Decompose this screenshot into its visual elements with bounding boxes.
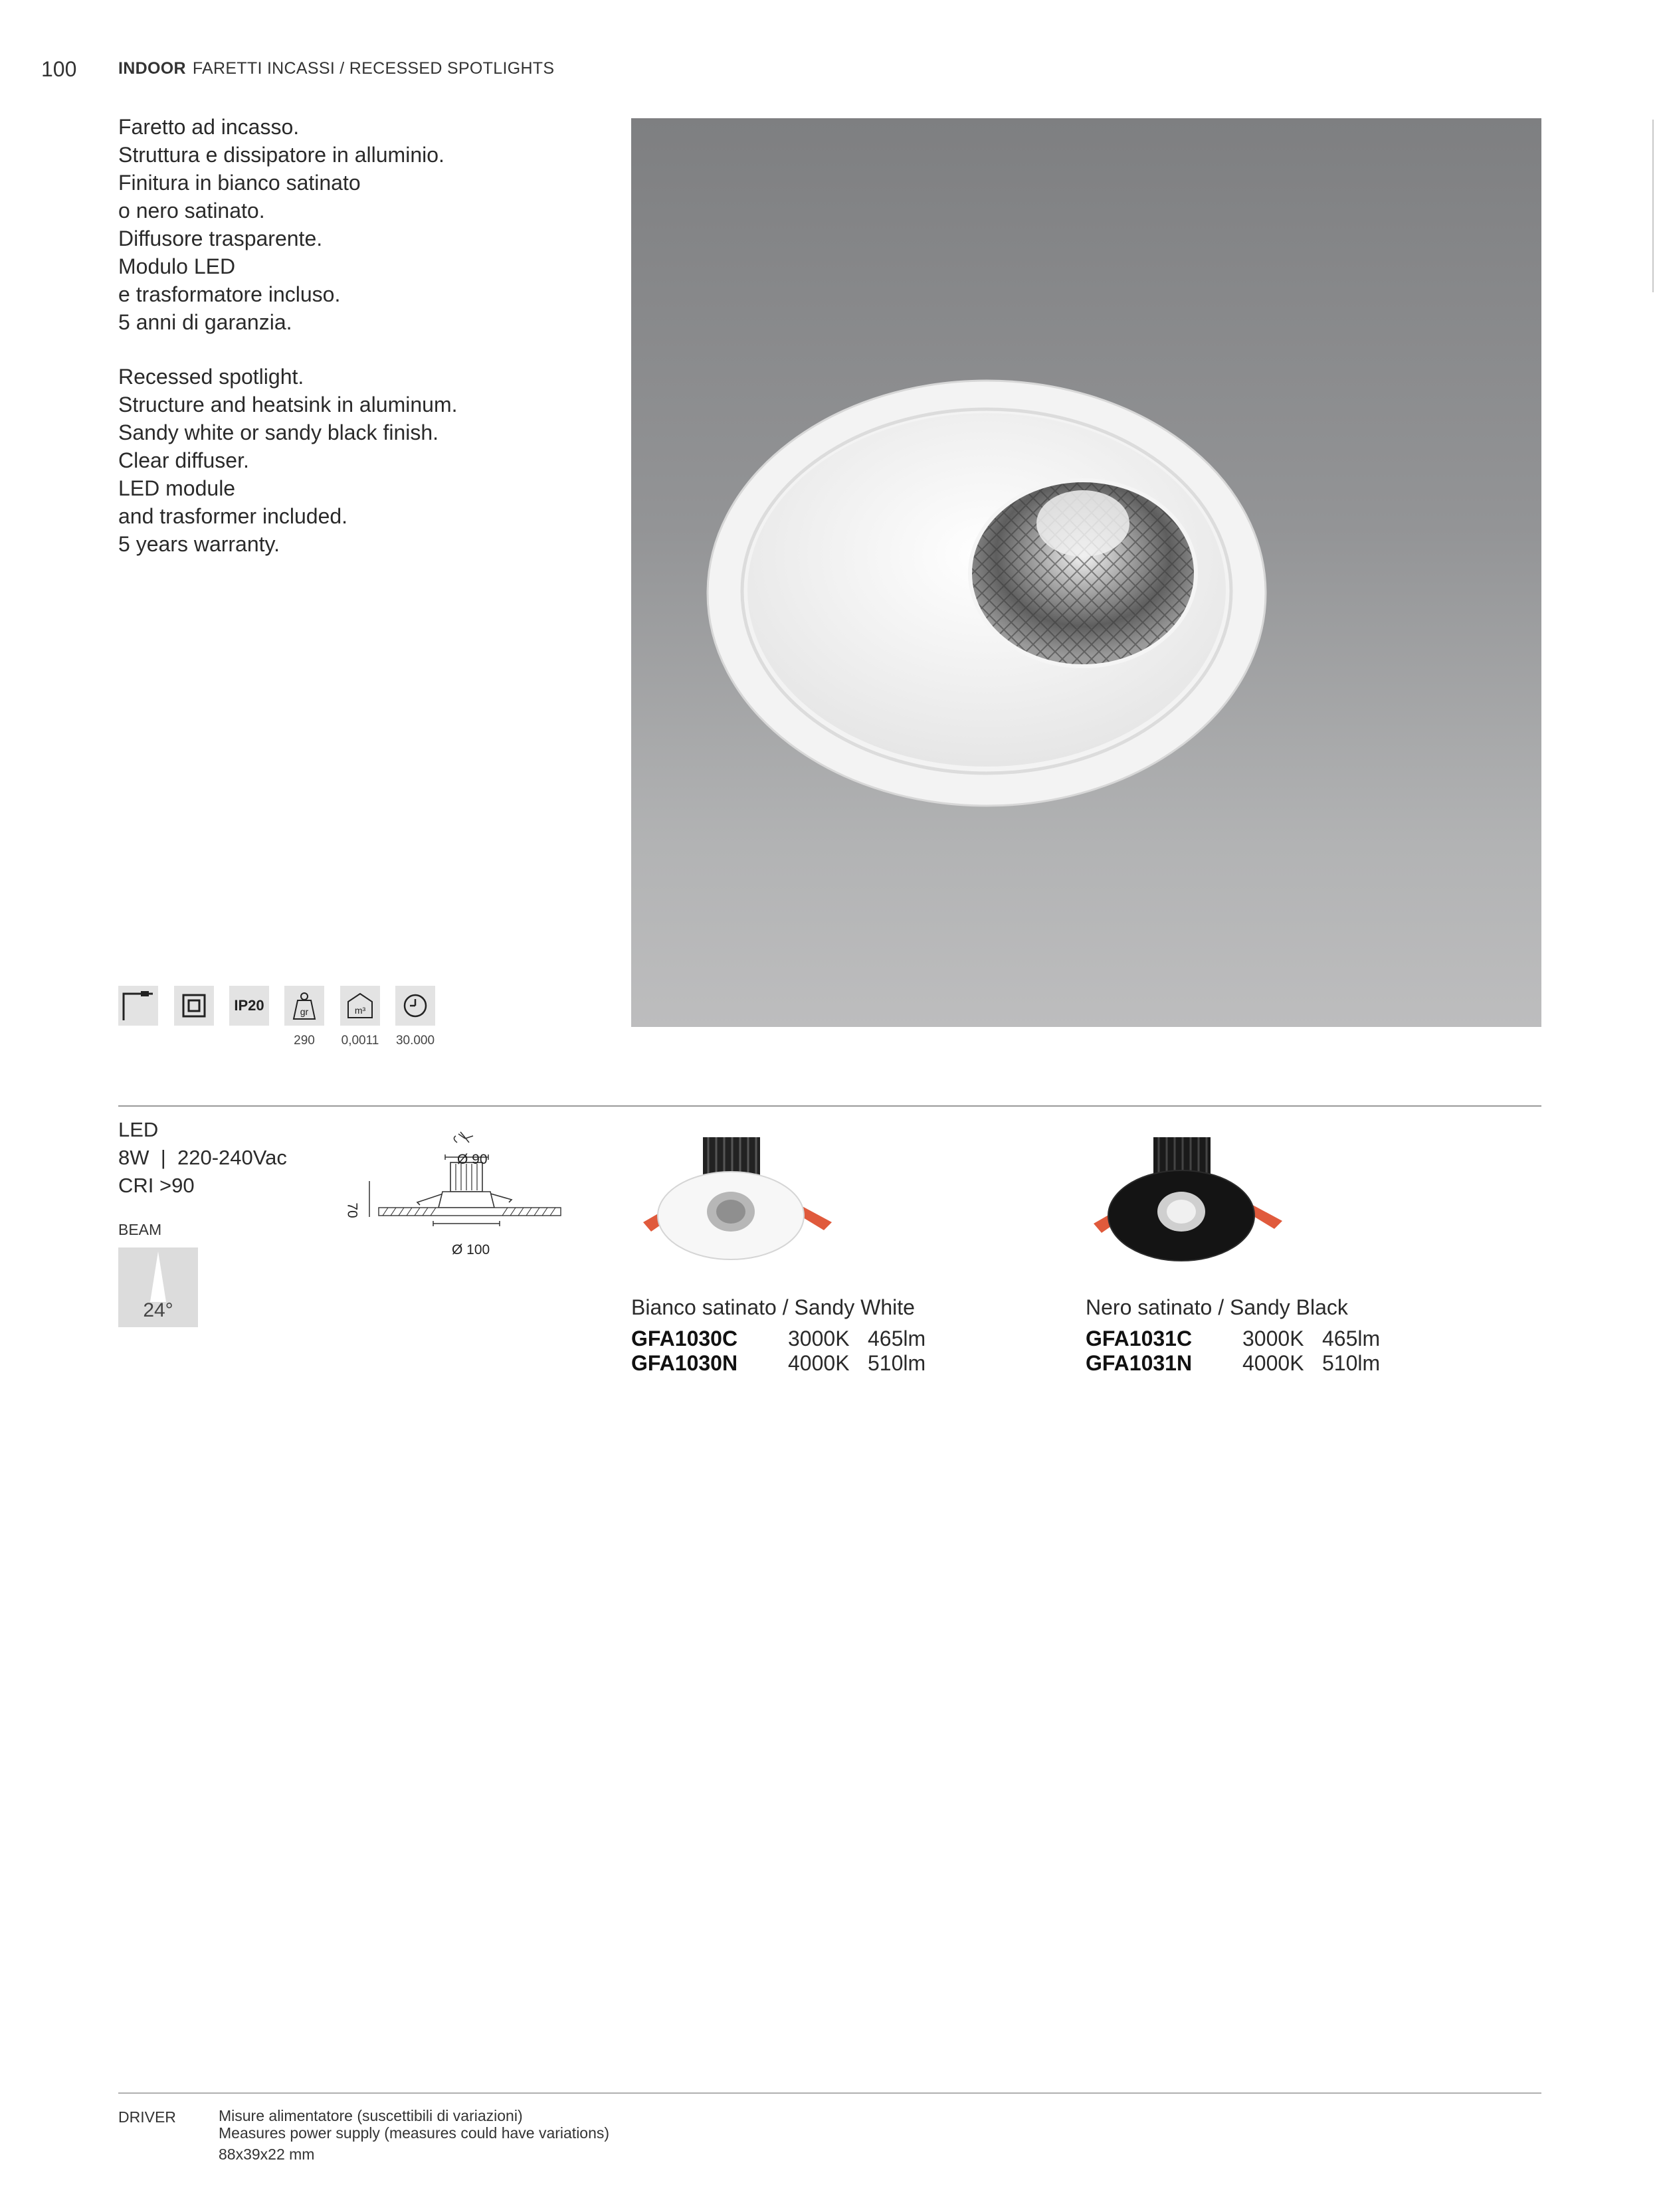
weight-value: 290 — [294, 1034, 315, 1048]
description-line: o nero satinato. — [118, 199, 265, 223]
weight-icon — [284, 986, 324, 1026]
description-english — [118, 363, 457, 558]
description-italian — [118, 113, 444, 336]
product-code: GFA1030C — [631, 1327, 738, 1350]
bottom-diameter-label: Ø 100 — [452, 1242, 490, 1257]
description-line: Clear diffuser. — [118, 448, 249, 472]
page-header — [118, 59, 554, 78]
driver-label: DRIVER — [118, 2108, 176, 2126]
variant-black — [1086, 1295, 1380, 1376]
top-diameter-label: Ø 90 — [457, 1152, 488, 1167]
ceiling-mount-icon — [118, 986, 158, 1026]
variant-row — [631, 1351, 926, 1376]
product-code: GFA1031C — [1086, 1327, 1193, 1350]
svg-text:gr: gr — [300, 1006, 309, 1017]
product-code: GFA1030N — [631, 1351, 738, 1375]
lumen-output: 510lm — [1322, 1351, 1381, 1375]
description-line: LED module — [118, 476, 236, 500]
description-line: Diffusore trasparente. — [118, 227, 323, 250]
description-line: Recessed spotlight. — [118, 365, 304, 389]
light-source: LED — [118, 1118, 159, 1141]
description-line: and trasformer included. — [118, 504, 348, 528]
category-title: FARETTI INCASSI / RECESSED SPOTLIGHTS — [192, 59, 555, 78]
variant-row — [1086, 1327, 1380, 1351]
volume-icon — [340, 986, 380, 1026]
lifetime-value: 30.000 — [395, 1034, 435, 1048]
power-voltage: 8W | 220-240Vac — [118, 1146, 287, 1169]
color-temperature: 3000K — [788, 1327, 850, 1350]
page-number: 100 — [41, 57, 77, 81]
spotlight-render — [631, 118, 1541, 1027]
tech-specs — [118, 1116, 287, 1200]
driver-note-it: Misure alimentatore (suscettibili di variazioni) — [219, 2107, 523, 2124]
color-temperature: 4000K — [788, 1351, 850, 1375]
lifetime-clock-icon — [395, 986, 435, 1026]
description-line: 5 years warranty. — [118, 532, 280, 556]
black-variant-photo — [1082, 1129, 1294, 1275]
variant-row — [1086, 1351, 1380, 1376]
volume-value: 0,0011 — [341, 1034, 379, 1048]
height-label: 70 — [344, 1202, 360, 1218]
color-temperature: 3000K — [1242, 1327, 1304, 1350]
svg-text:m³: m³ — [354, 1005, 366, 1016]
description-line: Structure and heatsink in aluminum. — [118, 393, 458, 416]
lumen-output: 465lm — [1322, 1327, 1381, 1350]
description-line: e trasformatore incluso. — [118, 282, 341, 306]
color-temperature: 4000K — [1242, 1351, 1304, 1375]
lumen-output: 510lm — [868, 1351, 926, 1375]
product-photo — [631, 118, 1541, 1027]
variant-finish-title: Nero satinato / Sandy Black — [1086, 1295, 1348, 1319]
description-line: Struttura e dissipatore in alluminio. — [118, 143, 444, 167]
section-title: INDOOR — [118, 59, 186, 78]
page-edge-line — [1652, 120, 1654, 292]
beam-angle: 24° — [143, 1299, 173, 1321]
beam-label: BEAM — [118, 1221, 162, 1238]
variant-row — [631, 1327, 926, 1351]
description-line: Finitura in bianco satinato — [118, 171, 361, 195]
double-insulation-icon — [174, 986, 214, 1026]
driver-dimensions: 88x39x22 mm — [219, 2146, 315, 2163]
white-variant-photo — [631, 1129, 844, 1275]
variant-white — [631, 1295, 926, 1376]
section-divider — [118, 1105, 1541, 1107]
description-line: 5 anni di garanzia. — [118, 310, 292, 334]
ip-rating-badge: IP20 — [229, 986, 269, 1026]
cri-value: CRI >90 — [118, 1174, 195, 1197]
description-line: Sandy white or sandy black finish. — [118, 420, 439, 444]
dimension-drawing — [345, 1123, 585, 1262]
product-code: GFA1031N — [1086, 1351, 1193, 1375]
description-line: Faretto ad incasso. — [118, 115, 300, 139]
driver-note-en: Measures power supply (measures could have variations) — [219, 2124, 610, 2142]
lumen-output: 465lm — [868, 1327, 926, 1350]
footer-divider — [118, 2092, 1541, 2094]
variant-finish-title: Bianco satinato / Sandy White — [631, 1295, 915, 1319]
description-line: Modulo LED — [118, 254, 236, 278]
